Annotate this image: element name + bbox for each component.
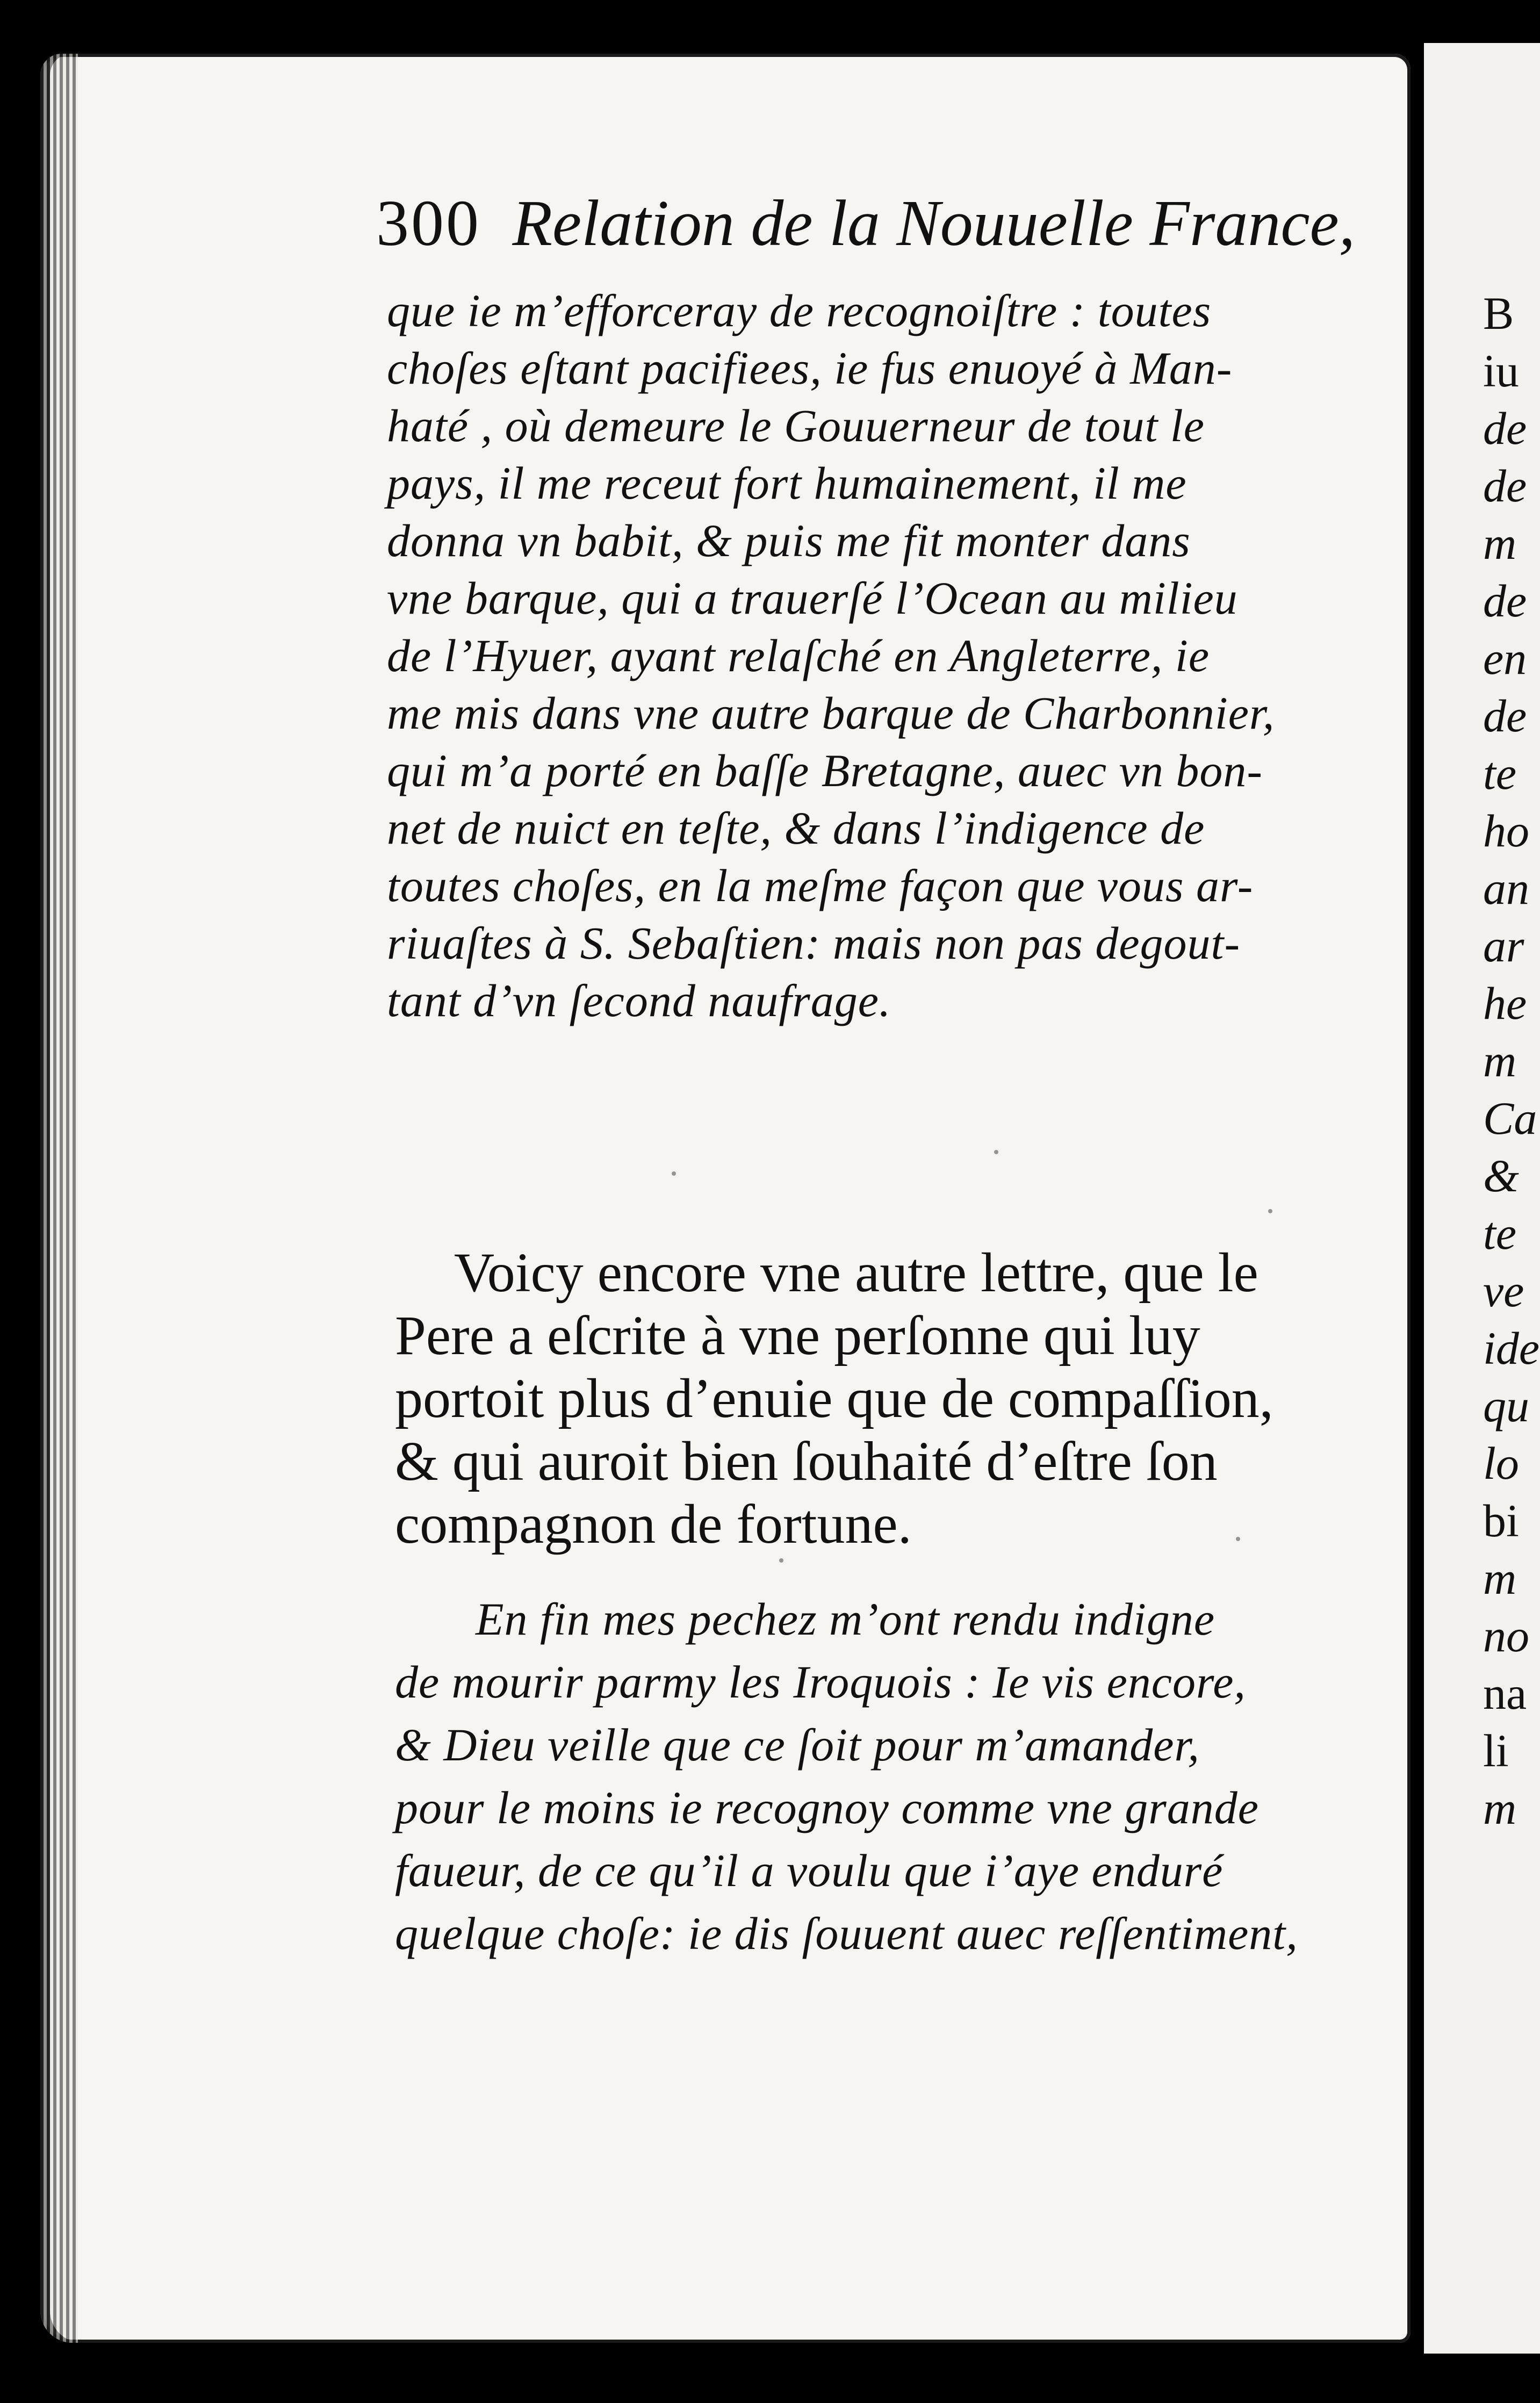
text-line: compagnon de fortune. [395, 1493, 912, 1555]
facing-page-fragment: te [1483, 747, 1517, 799]
facing-page-fragment: de [1483, 690, 1527, 742]
intro-paragraph [395, 1241, 1273, 1556]
print-speck [1268, 1209, 1272, 1213]
facing-page-fragment: iu [1483, 345, 1519, 397]
text-line: net de nuict en teſte, & dans l’indigence de [387, 802, 1205, 854]
facing-page-fragment: ide [1483, 1322, 1540, 1374]
text-line: & qui auroit bien ſouhaité d’eſtre ſon [395, 1430, 1218, 1492]
facing-page-fragment: ve [1483, 1265, 1524, 1316]
facing-page-fragment: qu [1483, 1380, 1529, 1431]
facing-page-fragment: Ca [1483, 1092, 1537, 1144]
text-line: vne barque, qui a trauerſé l’Ocean au milieu [387, 572, 1238, 624]
text-line: haté , où demeure le Gouuerneur de tout le [387, 400, 1205, 451]
text-line: quelque choſe: ie dis ſouuent auec reſſentiment, [395, 1908, 1298, 1959]
facing-page-fragment: de [1483, 575, 1527, 627]
facing-page-fragment: na [1483, 1667, 1527, 1719]
print-speck [672, 1171, 676, 1176]
letter-start-paragraph [395, 1588, 1298, 1965]
text-line: pays, il me receut fort humainement, il me [387, 457, 1187, 509]
facing-page-fragment: li [1483, 1725, 1509, 1776]
facing-page-fragment: bi [1483, 1495, 1519, 1546]
text-line: Voicy encore vne autre lettre, que le [454, 1242, 1258, 1304]
facing-page-fragment: ar [1483, 920, 1524, 972]
text-line: choſes eſtant pacifiees, ie fus enuoyé à Man- [387, 342, 1233, 394]
print-speck [1236, 1537, 1240, 1541]
text-line: Pere a eſcrite à vne perſonne qui luy [395, 1305, 1200, 1366]
text-line: que ie m’efforceray de recognoiſtre : toutes [387, 285, 1212, 336]
print-speck [994, 1150, 998, 1154]
facing-page-fragment: m [1483, 1782, 1517, 1834]
facing-page-fragment: an [1483, 862, 1529, 914]
text-line: riuaſtes à S. Sebaſtien: mais non pas degout- [387, 917, 1241, 969]
facing-page-fragment: en [1483, 632, 1527, 684]
facing-page-fragment: he [1483, 977, 1527, 1029]
facing-page-fragment: m [1483, 1552, 1517, 1604]
text-line: faueur, de ce qu’il a voulu que i’aye enduré [395, 1845, 1224, 1896]
text-line: & Dieu veille que ce ſoit pour m’amander, [395, 1719, 1200, 1771]
text-line: donna vn babit, & puis me fit monter dans [387, 515, 1191, 566]
facing-page [1424, 43, 1540, 2354]
text-line: me mis dans vne autre barque de Charbonnier, [387, 687, 1275, 739]
facing-page-fragment: m [1483, 1035, 1517, 1087]
facing-page-fragment: no [1483, 1610, 1529, 1661]
text-line: toutes choſes, en la meſme façon que vous ar- [387, 860, 1254, 911]
letter-end-paragraph [387, 282, 1275, 1030]
facing-page-fragment: te [1483, 1207, 1517, 1259]
facing-page-fragment: m [1483, 517, 1517, 569]
running-title: Relation de la Nouuelle France, [512, 187, 1356, 260]
page-number: 300 [376, 187, 481, 260]
print-speck [779, 1558, 783, 1563]
facing-page-fragment: ho [1483, 805, 1529, 857]
page-edge-shadow [40, 54, 78, 2343]
page-header [376, 187, 1356, 260]
text-line: de mourir parmy les Iroquois : Ie vis encore, [395, 1656, 1246, 1708]
facing-page-fragment: de [1483, 402, 1527, 454]
text-line: En fin mes pechez m’ont rendu indigne [476, 1593, 1215, 1645]
facing-page-fragment: lo [1483, 1437, 1519, 1489]
text-line: pour le moins ie recognoy comme vne grande [395, 1782, 1259, 1833]
text-line: de l’Hyuer, ayant relaſché en Angleterre, ie [387, 630, 1210, 681]
text-line: qui m’a porté en baſſe Bretagne, auec vn bon- [387, 745, 1263, 796]
facing-page-fragment: & [1483, 1150, 1519, 1202]
facing-page-fragment: B [1483, 287, 1514, 339]
text-line: portoit plus d’enuie que de compaſſion, [395, 1368, 1273, 1429]
facing-page-fragment: de [1483, 460, 1527, 512]
text-line: tant d’vn ſecond naufrage. [387, 975, 891, 1026]
